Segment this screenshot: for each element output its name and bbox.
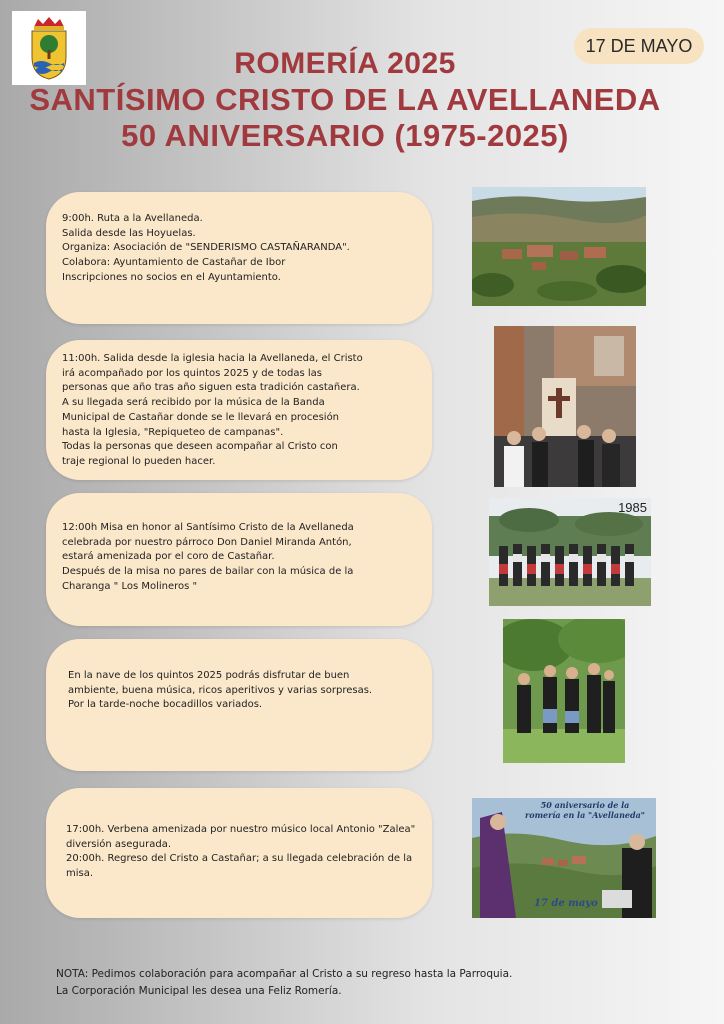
- title-line-3: 50 ANIVERSARIO (1975-2025): [121, 118, 569, 153]
- event-text: 12:00h Misa en honor al Santísimo Cristo de la Avellaneda celebrada por nuestro párroco Don Daniel Miranda Antón, estará amenizada por el coro de Castañar. Después de la misa no pares de bailar con la música de la Charanga " Los Molineros ": [62, 522, 354, 592]
- event-panel-mass: [46, 493, 432, 626]
- title-line-1: ROMERÍA 2025: [234, 47, 456, 80]
- photo-band: [503, 619, 625, 763]
- event-text: 11:00h. Salida desde la iglesia hacia la Avellaneda, el Cristo irá acompañado por los quintos 2025 y de todas las personas que año tras año siguen esta tradición castañera. A su llegada será recibido por la música de la Banda Municipal de Castañar donde se le llevará en procesión hasta la Iglesia, "Repiqueteo de campanas". Todas la personas que deseen acompañar al Cristo con traje regional lo pueden hacer.: [62, 353, 363, 467]
- photo-anniversary-poster: [472, 798, 656, 918]
- footer-line-2: La Corporación Municipal les desea una Feliz Romería.: [56, 985, 342, 997]
- poster-heading: 50 aniversario de la romería en la "Avellaneda": [525, 800, 645, 820]
- photo-village-landscape: [472, 187, 646, 306]
- event-text: 9:00h. Ruta a la Avellaneda. Salida desde las Hoyuelas. Organiza: Asociación de "SENDERISMO CASTAÑARANDA". Colabora: Ayuntamiento de Castañar de Ibor Inscripciones no socios en el Ayuntamiento.: [62, 213, 350, 283]
- photo-procession: [494, 326, 636, 487]
- footer-line-1: NOTA: Pedimos colaboración para acompañar al Cristo a su regreso hasta la Parroquia.: [56, 968, 513, 980]
- event-panel-verbena: [46, 788, 432, 918]
- event-text: 17:00h. Verbena amenizada por nuestro músico local Antonio "Zalea" diversión asegurada. 20:00h. Regreso del Cristo a Castañar; a su llegada celebración de la misa.: [66, 824, 416, 880]
- footer-note: [56, 966, 676, 1000]
- event-panel-procession: [46, 340, 432, 480]
- event-panel-quintos: [46, 639, 432, 771]
- event-text: En la nave de los quintos 2025 podrás disfrutar de buen ambiente, buena música, ricos aperitivos y varias sorpresas. Por la tarde-noche bocadillos variados.: [68, 670, 373, 711]
- date-badge: 17 DE MAYO: [574, 28, 704, 64]
- poster-date: 17 de mayo: [534, 898, 598, 909]
- photo-group-1985: [489, 498, 651, 606]
- title-line-2: SANTÍSIMO CRISTO DE LA AVELLANEDA: [29, 82, 661, 117]
- event-panel-hiking: [46, 192, 432, 324]
- page-title: [0, 46, 690, 154]
- photo-year-label: 1985: [618, 500, 647, 515]
